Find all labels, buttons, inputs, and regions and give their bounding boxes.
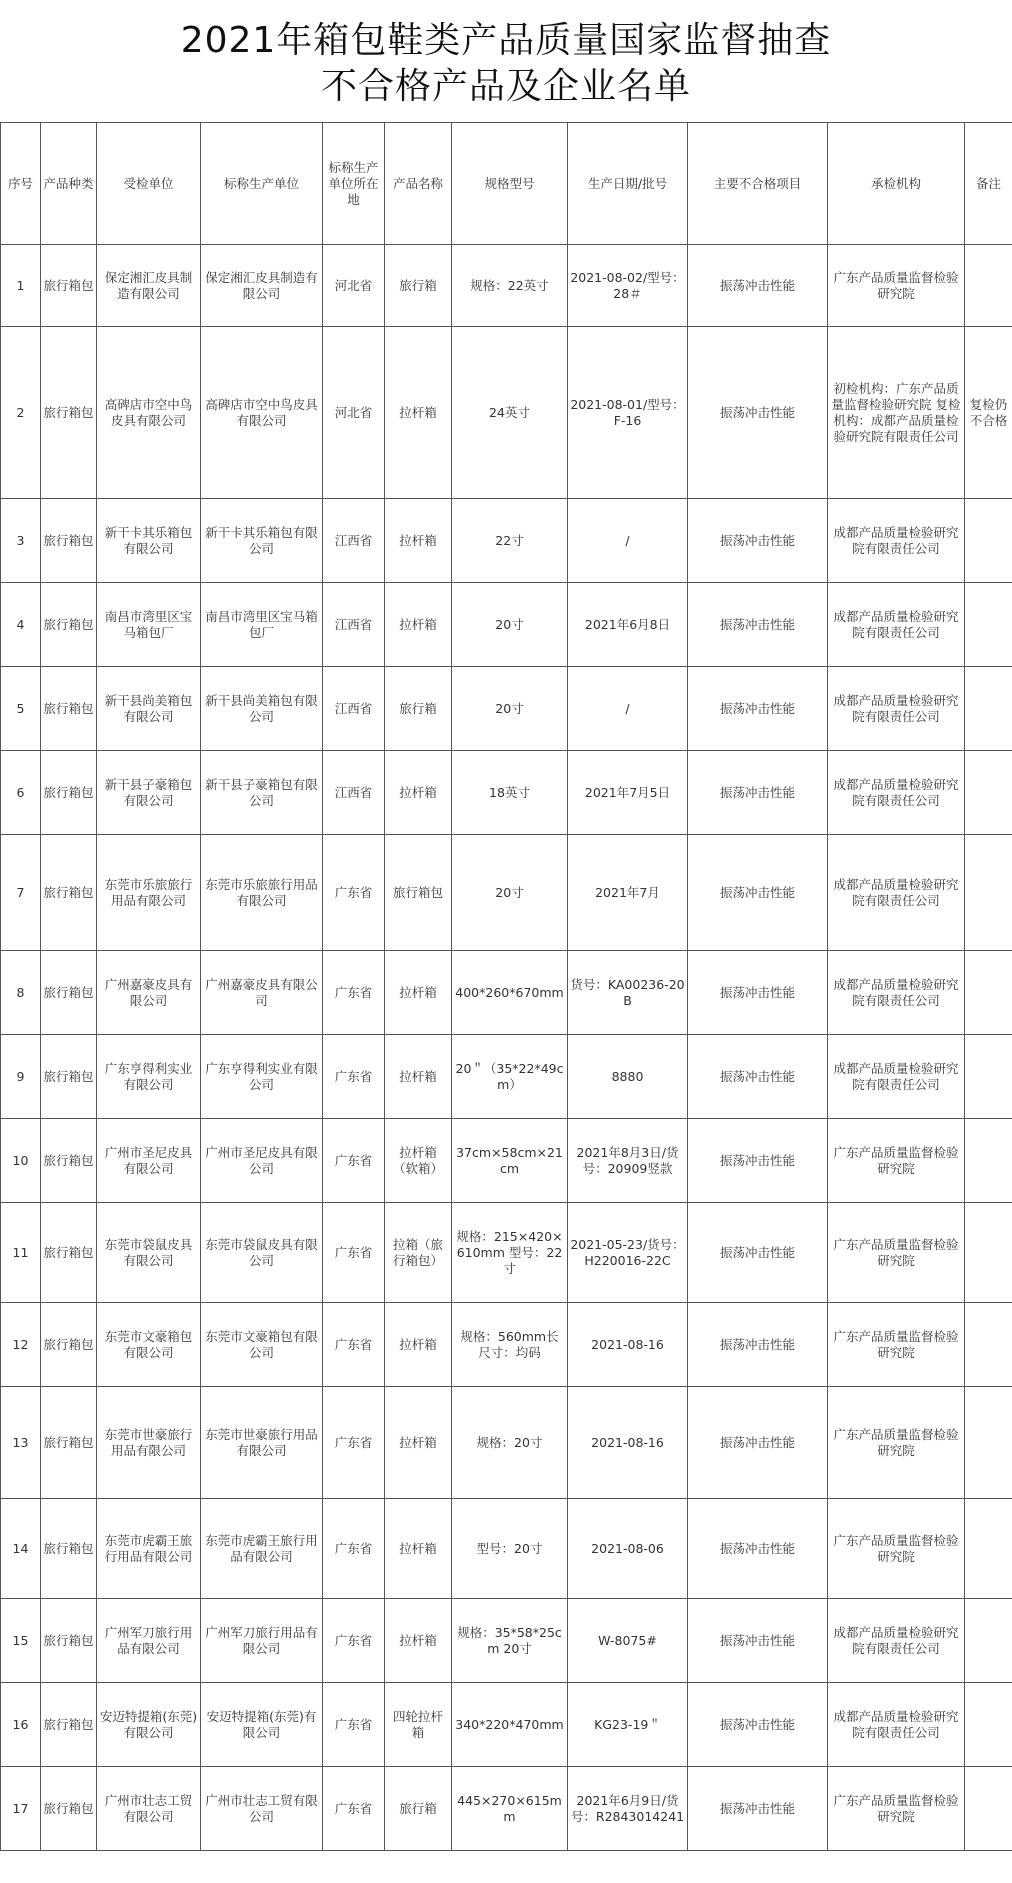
cell-failed-items: 振荡冲击性能 bbox=[688, 499, 828, 583]
cell-location: 江西省 bbox=[323, 667, 385, 751]
cell-remarks bbox=[965, 1303, 1012, 1387]
cell-production-date: 货号：KA00236-20B bbox=[568, 951, 688, 1035]
cell-specification: 18英寸 bbox=[452, 751, 568, 835]
cell-manufacturer: 东莞市袋鼠皮具有限公司 bbox=[201, 1203, 323, 1303]
cell-remarks bbox=[965, 1203, 1012, 1303]
cell-seq: 9 bbox=[1, 1035, 41, 1119]
cell-failed-items: 振荡冲击性能 bbox=[688, 583, 828, 667]
cell-product-name: 拉杆箱 bbox=[385, 1599, 452, 1683]
cell-failed-items: 振荡冲击性能 bbox=[688, 245, 828, 327]
cell-manufacturer: 广东亨得利实业有限公司 bbox=[201, 1035, 323, 1119]
cell-testing-agency: 成都产品质量检验研究院有限责任公司 bbox=[828, 951, 965, 1035]
cell-seq: 13 bbox=[1, 1387, 41, 1499]
cell-product-name: 拉杆箱 bbox=[385, 1035, 452, 1119]
cell-inspected-unit: 新干卡其乐箱包有限公司 bbox=[97, 499, 201, 583]
cell-manufacturer: 新干县尚美箱包有限公司 bbox=[201, 667, 323, 751]
table-row bbox=[1, 1119, 1012, 1203]
cell-production-date: 2021年7月5日 bbox=[568, 751, 688, 835]
cell-production-date: 2021-08-16 bbox=[568, 1387, 688, 1499]
cell-inspected-unit: 广州嘉豪皮具有限公司 bbox=[97, 951, 201, 1035]
cell-product-name: 旅行箱 bbox=[385, 245, 452, 327]
cell-seq: 12 bbox=[1, 1303, 41, 1387]
header-production-date: 生产日期/批号 bbox=[568, 123, 688, 245]
cell-failed-items: 振荡冲击性能 bbox=[688, 751, 828, 835]
cell-testing-agency: 广东产品质量监督检验研究院 bbox=[828, 1303, 965, 1387]
cell-manufacturer: 东莞市文豪箱包有限公司 bbox=[201, 1303, 323, 1387]
cell-testing-agency: 广东产品质量监督检验研究院 bbox=[828, 1499, 965, 1599]
cell-specification: 37cm×58cm×21cm bbox=[452, 1119, 568, 1203]
table-row bbox=[1, 1683, 1012, 1767]
cell-location: 广东省 bbox=[323, 1387, 385, 1499]
cell-manufacturer: 南昌市湾里区宝马箱包厂 bbox=[201, 583, 323, 667]
nonconforming-products-table bbox=[0, 122, 1012, 1851]
cell-failed-items: 振荡冲击性能 bbox=[688, 1599, 828, 1683]
cell-seq: 11 bbox=[1, 1203, 41, 1303]
cell-remarks bbox=[965, 835, 1012, 951]
cell-inspected-unit: 广州军刀旅行用品有限公司 bbox=[97, 1599, 201, 1683]
cell-product-name: 旅行箱 bbox=[385, 1767, 452, 1851]
cell-testing-agency: 成都产品质量检验研究院有限责任公司 bbox=[828, 583, 965, 667]
cell-category: 旅行箱包 bbox=[41, 499, 97, 583]
cell-location: 广东省 bbox=[323, 1599, 385, 1683]
cell-inspected-unit: 广州市壮志工贸有限公司 bbox=[97, 1767, 201, 1851]
cell-specification: 22寸 bbox=[452, 499, 568, 583]
cell-production-date: 2021-08-06 bbox=[568, 1499, 688, 1599]
cell-product-name: 拉杆箱 bbox=[385, 751, 452, 835]
cell-product-name: 拉杆箱（软箱） bbox=[385, 1119, 452, 1203]
cell-manufacturer: 广州市圣尼皮具有限公司 bbox=[201, 1119, 323, 1203]
table-row bbox=[1, 667, 1012, 751]
cell-location: 江西省 bbox=[323, 583, 385, 667]
cell-location: 广东省 bbox=[323, 1203, 385, 1303]
cell-testing-agency: 广东产品质量监督检验研究院 bbox=[828, 1767, 965, 1851]
cell-production-date: 2021-05-23/货号：H220016-22C bbox=[568, 1203, 688, 1303]
cell-production-date: 2021年8月3日/货号：20909竖款 bbox=[568, 1119, 688, 1203]
cell-location: 广东省 bbox=[323, 951, 385, 1035]
cell-product-name: 拉杆箱 bbox=[385, 1387, 452, 1499]
cell-specification: 规格：215×420×610mm 型号：22寸 bbox=[452, 1203, 568, 1303]
cell-remarks bbox=[965, 245, 1012, 327]
table-row bbox=[1, 1035, 1012, 1119]
document-title bbox=[0, 0, 1012, 116]
cell-inspected-unit: 安迈特提箱(东莞)有限公司 bbox=[97, 1683, 201, 1767]
table-row bbox=[1, 1599, 1012, 1683]
cell-category: 旅行箱包 bbox=[41, 1303, 97, 1387]
cell-specification: 型号：20寸 bbox=[452, 1499, 568, 1599]
cell-seq: 15 bbox=[1, 1599, 41, 1683]
cell-seq: 3 bbox=[1, 499, 41, 583]
cell-category: 旅行箱包 bbox=[41, 1599, 97, 1683]
cell-remarks bbox=[965, 1499, 1012, 1599]
header-product-name: 产品名称 bbox=[385, 123, 452, 245]
cell-manufacturer: 东莞市乐旅旅行用品有限公司 bbox=[201, 835, 323, 951]
cell-location: 广东省 bbox=[323, 1767, 385, 1851]
cell-remarks bbox=[965, 1387, 1012, 1499]
cell-seq: 2 bbox=[1, 327, 41, 499]
cell-testing-agency: 成都产品质量检验研究院有限责任公司 bbox=[828, 1599, 965, 1683]
cell-location: 广东省 bbox=[323, 1035, 385, 1119]
cell-product-name: 拉杆箱 bbox=[385, 583, 452, 667]
cell-remarks bbox=[965, 667, 1012, 751]
cell-failed-items: 振荡冲击性能 bbox=[688, 1767, 828, 1851]
cell-manufacturer: 广州市壮志工贸有限公司 bbox=[201, 1767, 323, 1851]
cell-inspected-unit: 广东亨得利实业有限公司 bbox=[97, 1035, 201, 1119]
cell-specification: 20寸 bbox=[452, 583, 568, 667]
cell-location: 江西省 bbox=[323, 751, 385, 835]
header-testing-agency: 承检机构 bbox=[828, 123, 965, 245]
cell-testing-agency: 成都产品质量检验研究院有限责任公司 bbox=[828, 835, 965, 951]
cell-testing-agency: 广东产品质量监督检验研究院 bbox=[828, 1203, 965, 1303]
cell-inspected-unit: 东莞市袋鼠皮具有限公司 bbox=[97, 1203, 201, 1303]
cell-manufacturer: 东莞市世豪旅行用品有限公司 bbox=[201, 1387, 323, 1499]
cell-remarks bbox=[965, 1683, 1012, 1767]
cell-manufacturer: 新干卡其乐箱包有限公司 bbox=[201, 499, 323, 583]
cell-inspected-unit: 东莞市虎霸王旅行用品有限公司 bbox=[97, 1499, 201, 1599]
title-line-2: 不合格产品及企业名单 bbox=[320, 66, 691, 107]
cell-category: 旅行箱包 bbox=[41, 667, 97, 751]
cell-testing-agency: 广东产品质量监督检验研究院 bbox=[828, 1119, 965, 1203]
table-row bbox=[1, 1767, 1012, 1851]
table-row bbox=[1, 499, 1012, 583]
cell-inspected-unit: 新干县尚美箱包有限公司 bbox=[97, 667, 201, 751]
cell-remarks: 复检仍不合格 bbox=[965, 327, 1012, 499]
cell-category: 旅行箱包 bbox=[41, 1683, 97, 1767]
cell-product-name: 旅行箱 bbox=[385, 667, 452, 751]
cell-production-date: 2021-08-01/型号：F-16 bbox=[568, 327, 688, 499]
cell-testing-agency: 成都产品质量检验研究院有限责任公司 bbox=[828, 751, 965, 835]
table-row bbox=[1, 245, 1012, 327]
cell-remarks bbox=[965, 583, 1012, 667]
cell-location: 广东省 bbox=[323, 1499, 385, 1599]
cell-testing-agency: 广东产品质量监督检验研究院 bbox=[828, 245, 965, 327]
cell-seq: 10 bbox=[1, 1119, 41, 1203]
cell-manufacturer: 广州嘉豪皮具有限公司 bbox=[201, 951, 323, 1035]
cell-product-name: 拉杆箱 bbox=[385, 1499, 452, 1599]
table-row bbox=[1, 583, 1012, 667]
cell-manufacturer: 安迈特提箱(东莞)有限公司 bbox=[201, 1683, 323, 1767]
table-body bbox=[1, 245, 1012, 1851]
cell-remarks bbox=[965, 1599, 1012, 1683]
cell-location: 广东省 bbox=[323, 835, 385, 951]
cell-category: 旅行箱包 bbox=[41, 327, 97, 499]
table-header-row bbox=[1, 123, 1012, 245]
cell-location: 广东省 bbox=[323, 1683, 385, 1767]
cell-specification: 340*220*470mm bbox=[452, 1683, 568, 1767]
cell-specification: 规格：22英寸 bbox=[452, 245, 568, 327]
cell-category: 旅行箱包 bbox=[41, 1119, 97, 1203]
cell-specification: 20寸 bbox=[452, 667, 568, 751]
cell-testing-agency: 成都产品质量检验研究院有限责任公司 bbox=[828, 667, 965, 751]
cell-inspected-unit: 南昌市湾里区宝马箱包厂 bbox=[97, 583, 201, 667]
table-row bbox=[1, 327, 1012, 499]
cell-category: 旅行箱包 bbox=[41, 1499, 97, 1599]
cell-seq: 8 bbox=[1, 951, 41, 1035]
cell-production-date: / bbox=[568, 667, 688, 751]
cell-seq: 7 bbox=[1, 835, 41, 951]
cell-production-date: / bbox=[568, 499, 688, 583]
cell-production-date: W-8075# bbox=[568, 1599, 688, 1683]
cell-production-date: 2021年7月 bbox=[568, 835, 688, 951]
cell-testing-agency: 成都产品质量检验研究院有限责任公司 bbox=[828, 499, 965, 583]
header-manufacturer-location: 标称生产单位所在地 bbox=[323, 123, 385, 245]
table-row bbox=[1, 951, 1012, 1035]
cell-production-date: KG23-19＂ bbox=[568, 1683, 688, 1767]
cell-failed-items: 振荡冲击性能 bbox=[688, 1387, 828, 1499]
cell-failed-items: 振荡冲击性能 bbox=[688, 1035, 828, 1119]
cell-testing-agency: 初检机构：广东产品质量监督检验研究院 复检机构：成都产品质量检验研究院有限责任公司 bbox=[828, 327, 965, 499]
cell-production-date: 2021-08-16 bbox=[568, 1303, 688, 1387]
cell-specification: 20＂（35*22*49cm） bbox=[452, 1035, 568, 1119]
cell-inspected-unit: 东莞市世豪旅行用品有限公司 bbox=[97, 1387, 201, 1499]
cell-category: 旅行箱包 bbox=[41, 1387, 97, 1499]
cell-category: 旅行箱包 bbox=[41, 835, 97, 951]
header-specification: 规格型号 bbox=[452, 123, 568, 245]
cell-failed-items: 振荡冲击性能 bbox=[688, 327, 828, 499]
header-inspected-unit: 受检单位 bbox=[97, 123, 201, 245]
cell-seq: 14 bbox=[1, 1499, 41, 1599]
cell-inspected-unit: 广州市圣尼皮具有限公司 bbox=[97, 1119, 201, 1203]
cell-failed-items: 振荡冲击性能 bbox=[688, 835, 828, 951]
cell-category: 旅行箱包 bbox=[41, 583, 97, 667]
cell-specification: 445×270×615mm bbox=[452, 1767, 568, 1851]
cell-inspected-unit: 东莞市乐旅旅行用品有限公司 bbox=[97, 835, 201, 951]
cell-category: 旅行箱包 bbox=[41, 245, 97, 327]
cell-category: 旅行箱包 bbox=[41, 751, 97, 835]
cell-specification: 规格：20寸 bbox=[452, 1387, 568, 1499]
cell-remarks bbox=[965, 751, 1012, 835]
cell-specification: 400*260*670mm bbox=[452, 951, 568, 1035]
table-row bbox=[1, 1303, 1012, 1387]
cell-inspected-unit: 保定湘汇皮具制造有限公司 bbox=[97, 245, 201, 327]
cell-production-date: 2021-08-02/型号：28＃ bbox=[568, 245, 688, 327]
cell-testing-agency: 成都产品质量检验研究院有限责任公司 bbox=[828, 1683, 965, 1767]
cell-category: 旅行箱包 bbox=[41, 1203, 97, 1303]
cell-inspected-unit: 高碑店市空中鸟皮具有限公司 bbox=[97, 327, 201, 499]
table-row bbox=[1, 1499, 1012, 1599]
cell-manufacturer: 东莞市虎霸王旅行用品有限公司 bbox=[201, 1499, 323, 1599]
cell-inspected-unit: 新干县子豪箱包有限公司 bbox=[97, 751, 201, 835]
table-row bbox=[1, 1203, 1012, 1303]
table-row bbox=[1, 751, 1012, 835]
cell-seq: 17 bbox=[1, 1767, 41, 1851]
cell-failed-items: 振荡冲击性能 bbox=[688, 1303, 828, 1387]
header-remarks: 备注 bbox=[965, 123, 1012, 245]
cell-product-name: 拉杆箱 bbox=[385, 499, 452, 583]
cell-remarks bbox=[965, 1119, 1012, 1203]
cell-location: 江西省 bbox=[323, 499, 385, 583]
cell-seq: 1 bbox=[1, 245, 41, 327]
cell-failed-items: 振荡冲击性能 bbox=[688, 1499, 828, 1599]
cell-failed-items: 振荡冲击性能 bbox=[688, 1119, 828, 1203]
cell-testing-agency: 广东产品质量监督检验研究院 bbox=[828, 1387, 965, 1499]
cell-inspected-unit: 东莞市文豪箱包有限公司 bbox=[97, 1303, 201, 1387]
cell-location: 广东省 bbox=[323, 1119, 385, 1203]
cell-product-name: 拉杆箱 bbox=[385, 951, 452, 1035]
cell-product-name: 拉杆箱 bbox=[385, 1303, 452, 1387]
cell-testing-agency: 成都产品质量检验研究院有限责任公司 bbox=[828, 1035, 965, 1119]
cell-production-date: 8880 bbox=[568, 1035, 688, 1119]
cell-product-name: 拉箱（旅行箱包） bbox=[385, 1203, 452, 1303]
cell-manufacturer: 高碑店市空中鸟皮具有限公司 bbox=[201, 327, 323, 499]
cell-category: 旅行箱包 bbox=[41, 1035, 97, 1119]
table-row bbox=[1, 835, 1012, 951]
cell-failed-items: 振荡冲击性能 bbox=[688, 951, 828, 1035]
header-manufacturer: 标称生产单位 bbox=[201, 123, 323, 245]
header-failed-items: 主要不合格项目 bbox=[688, 123, 828, 245]
cell-seq: 4 bbox=[1, 583, 41, 667]
cell-location: 广东省 bbox=[323, 1303, 385, 1387]
cell-manufacturer: 广州军刀旅行用品有限公司 bbox=[201, 1599, 323, 1683]
cell-seq: 6 bbox=[1, 751, 41, 835]
cell-seq: 16 bbox=[1, 1683, 41, 1767]
cell-failed-items: 振荡冲击性能 bbox=[688, 1683, 828, 1767]
cell-seq: 5 bbox=[1, 667, 41, 751]
cell-failed-items: 振荡冲击性能 bbox=[688, 667, 828, 751]
cell-remarks bbox=[965, 1035, 1012, 1119]
cell-manufacturer: 保定湘汇皮具制造有限公司 bbox=[201, 245, 323, 327]
cell-specification: 20寸 bbox=[452, 835, 568, 951]
cell-production-date: 2021年6月9日/货号：R2843014241 bbox=[568, 1767, 688, 1851]
cell-remarks bbox=[965, 499, 1012, 583]
header-seq: 序号 bbox=[1, 123, 41, 245]
cell-remarks bbox=[965, 1767, 1012, 1851]
cell-category: 旅行箱包 bbox=[41, 951, 97, 1035]
cell-production-date: 2021年6月8日 bbox=[568, 583, 688, 667]
title-line-1: 2021年箱包鞋类产品质量国家监督抽查 bbox=[180, 20, 832, 61]
cell-category: 旅行箱包 bbox=[41, 1767, 97, 1851]
cell-failed-items: 振荡冲击性能 bbox=[688, 1203, 828, 1303]
cell-specification: 规格：35*58*25cm 20寸 bbox=[452, 1599, 568, 1683]
header-category: 产品种类 bbox=[41, 123, 97, 245]
cell-remarks bbox=[965, 951, 1012, 1035]
cell-location: 河北省 bbox=[323, 245, 385, 327]
cell-product-name: 旅行箱包 bbox=[385, 835, 452, 951]
cell-specification: 24英寸 bbox=[452, 327, 568, 499]
table-row bbox=[1, 1387, 1012, 1499]
cell-manufacturer: 新干县子豪箱包有限公司 bbox=[201, 751, 323, 835]
cell-specification: 规格：560mm长 尺寸：均码 bbox=[452, 1303, 568, 1387]
cell-product-name: 拉杆箱 bbox=[385, 327, 452, 499]
cell-product-name: 四轮拉杆箱 bbox=[385, 1683, 452, 1767]
cell-location: 河北省 bbox=[323, 327, 385, 499]
